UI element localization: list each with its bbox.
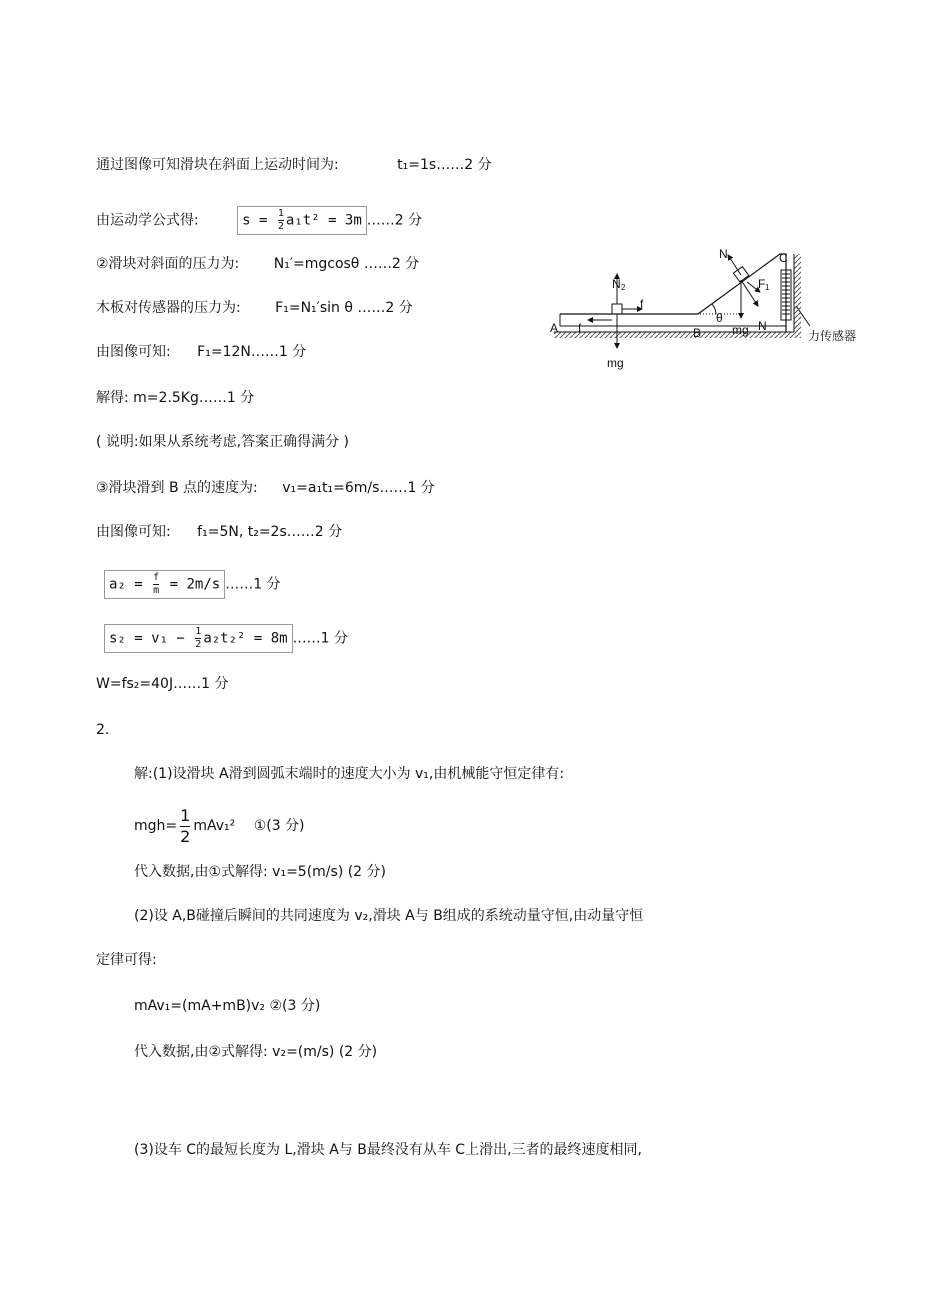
label-B: B (693, 326, 702, 340)
label-C: C (779, 251, 788, 265)
line-6: 解得: m=2.5Kg……1 分 (96, 390, 255, 406)
label-F1: F (758, 277, 766, 291)
line-11 (104, 624, 348, 653)
line-9 (96, 522, 342, 542)
label-A: A (550, 321, 559, 335)
label-N-prime: N (758, 319, 767, 333)
line-3 (96, 254, 419, 274)
denominator: 2 (180, 826, 191, 846)
line-15 (134, 802, 305, 850)
line-2-score: ……2 分 (366, 212, 423, 229)
label-N-top: N (719, 247, 728, 261)
numerator: 1 (277, 208, 284, 219)
denominator: m (153, 585, 160, 596)
equation-box-s2 (104, 624, 293, 653)
eq-part: mgh= (134, 818, 178, 834)
line-1-text: 通过图像可知滑块在斜面上运动时间为: (96, 157, 339, 173)
line-19: mAv₁=(mA+mB)v₂ ②(3 分) (134, 998, 321, 1014)
line-13: 2. (96, 722, 110, 738)
label-theta: θ (716, 311, 723, 325)
line-3-text: ②滑块对斜面的压力为: (96, 256, 240, 272)
line-7: ( 说明:如果从系统考虑,答案正确得满分 ) (96, 434, 349, 450)
denominator: 2 (277, 221, 284, 232)
fraction (278, 208, 284, 233)
label-N-left: N (612, 277, 621, 291)
line-4-text: 木板对传感器的压力为: (96, 300, 241, 316)
fraction (180, 806, 190, 847)
score: ①(3 分) (253, 818, 305, 834)
physics-diagram (548, 240, 878, 380)
line-2 (96, 206, 422, 235)
line-3-value: N₁′=mgcosθ ……2 分 (273, 256, 420, 272)
line-8-value: v₁=a₁t₁=6m/s……1 分 (282, 480, 435, 496)
line-4-value: F₁=N₁′sin θ ……2 分 (275, 300, 413, 316)
eq-part: s = (242, 212, 276, 229)
numerator: 1 (180, 805, 191, 825)
line-5-text: 由图像可知: (96, 344, 171, 360)
line-5 (96, 342, 306, 362)
eq-part: a₂t₂² = 8m (203, 630, 288, 647)
line-16: 代入数据,由①式解得: v₁=5(m/s) (2 分) (134, 864, 387, 880)
line-14: 解:(1)设滑块 A滑到圆弧末端时的速度大小为 v₁,由机械能守恒定律有: (134, 766, 565, 782)
label-mg-right: mg (732, 323, 749, 337)
line-10 (104, 570, 281, 599)
eq-part: mAv₁² (193, 818, 236, 834)
label-mg-left: mg (607, 356, 624, 370)
label-N-left-sub: 2 (621, 283, 626, 292)
eq-part: = 2m/s (161, 576, 221, 593)
line-18: 定律可得: (96, 952, 157, 968)
equation-box-a2 (104, 570, 225, 599)
label-sensor: 力传感器 (808, 329, 857, 343)
line-2-text: 由运动学公式得: (96, 212, 199, 229)
line-8 (96, 478, 435, 498)
fraction (195, 626, 201, 651)
label-f-bottom: f (578, 321, 582, 335)
denominator: 2 (195, 639, 202, 650)
numerator: 1 (195, 626, 202, 637)
line-9-value: f₁=5N, t₂=2s……2 分 (197, 524, 343, 540)
label-F1-sub: 1 (765, 283, 770, 292)
line-9-text: 由图像可知: (96, 524, 171, 540)
line-10-score: ……1 分 (225, 576, 281, 593)
fraction (153, 572, 159, 597)
line-12: W=fs₂=40J……1 分 (96, 676, 229, 692)
line-17: (2)设 A,B碰撞后瞬间的共同速度为 v₂,滑块 A与 B组成的系统动量守恒,由动量守恒 (134, 908, 644, 924)
line-1 (96, 155, 492, 175)
line-11-score: ……1 分 (292, 630, 348, 647)
label-f-top: f (640, 297, 644, 311)
equation-box-s (237, 206, 367, 235)
block-left (612, 304, 622, 314)
eq-part: s₂ = v₁ − (109, 630, 194, 647)
numerator: f (153, 572, 160, 583)
eq-part: a₂ = (109, 576, 152, 593)
line-1-value: t₁=1s……2 分 (397, 157, 492, 173)
line-21: (3)设车 C的最短长度为 L,滑块 A与 B最终没有从车 C上滑出,三者的最终速度相同, (134, 1142, 642, 1158)
line-8-text: ③滑块滑到 B 点的速度为: (96, 480, 258, 496)
wall-hatch (794, 254, 801, 338)
line-4 (96, 298, 413, 318)
line-5-value: F₁=12N……1 分 (197, 344, 307, 360)
line-20: 代入数据,由②式解得: v₂=(m/s) (2 分) (134, 1044, 378, 1060)
eq-part: a₁t² = 3m (285, 212, 362, 229)
